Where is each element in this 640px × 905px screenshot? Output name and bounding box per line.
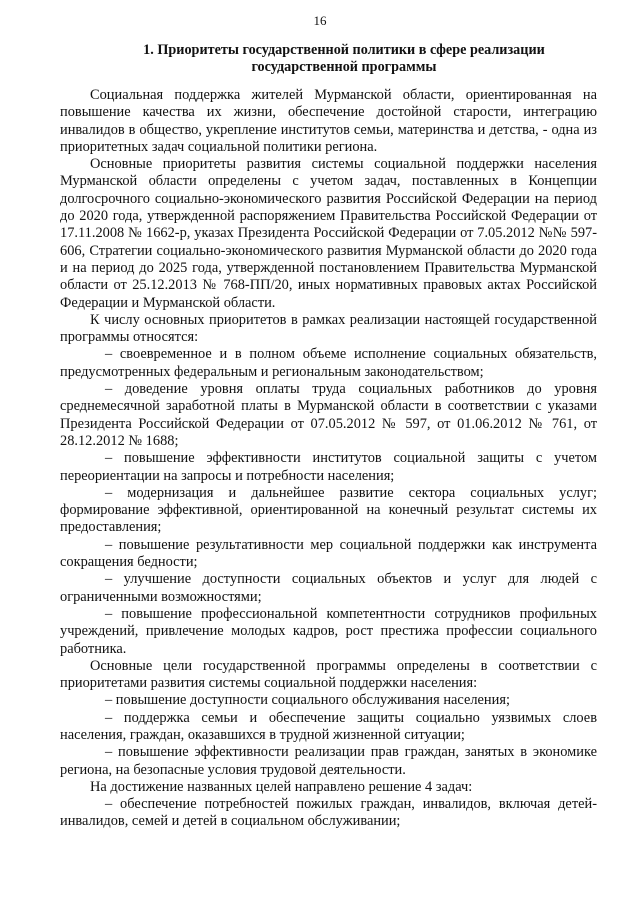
- list-item: – улучшение доступности социальных объектов и услуг для людей с ограниченными возможностями;: [60, 571, 597, 605]
- paragraph: К числу основных приоритетов в рамках реализации настоящей государственной программы относятся:: [60, 311, 597, 346]
- list-item: – обеспечение потребностей пожилых граждан, инвалидов, включая детей-инвалидов, семей и детей в социальном обслуживании;: [60, 796, 597, 830]
- list-item: – повышение профессиональной компетентности сотрудников профильных учреждений, привлечение молодых кадров, рост престижа профессии социального работника.: [60, 605, 597, 657]
- paragraph: Основные приоритеты развития системы социальной поддержки населения Мурманской области определены с учетом задач, поставленных в Концепции долгосрочного социально-экономического развития Российской Федерации на период до 2020 года, утвержденной распоряжением Правительства Российской Федерации от 17.11.2008 № 1662-р, указах Президента Российской Федерации от 7.05.2012 №№ 597-606, Стратегии социально-экономического развития Мурманской области до 2020 года и на период до 2025 года, утвержденной постановлением Правительства Мурманской области от 25.12.2013 № 768-ПП/20, иных нормативных правовых актах Российской Федерации и Мурманской области.: [60, 156, 597, 311]
- paragraph: Социальная поддержка жителей Мурманской области, ориентированная на повышение качества их жизни, обеспечение достойной старости, интеграцию инвалидов в общество, укрепление институтов семьи, материнства и детства, - одна из приоритетных задач социальной политики региона.: [60, 87, 597, 155]
- section-heading: 1. Приоритеты государственной политики в сфере реализации государственной программы: [143, 42, 545, 75]
- list-item: – повышение доступности социального обслуживания населения;: [105, 692, 510, 709]
- list-item: – своевременное и в полном объеме исполнение социальных обязательств, предусмотренных федеральным и региональным законодательством;: [60, 346, 597, 380]
- paragraph: На достижение названных целей направлено решение 4 задач:: [90, 778, 473, 795]
- paragraph: Основные цели государственной программы определены в соответствии с приоритетами развития системы социальной поддержки населения:: [60, 657, 597, 692]
- list-item: – модернизация и дальнейшее развитие сектора социальных услуг; формирование эффективной, ориентированной на конечный результат системы их предоставления;: [60, 484, 597, 536]
- list-item: – повышение результативности мер социальной поддержки как инструмента сокращения бедности;: [60, 536, 597, 571]
- list-item: – доведение уровня оплаты труда социальных работников до уровня среднемесячной заработной платы в Мурманской области в соответствии с указами Президента Российской Федерации от 07.05.2012 № 597, от 01.06.2012 № 761, от 28.12.2012 № 1688;: [60, 381, 597, 449]
- page-number: 16: [313, 13, 327, 28]
- list-item: – повышение эффективности реализации прав граждан, занятых в экономике региона, на безопасные условия трудовой деятельности.: [60, 744, 597, 778]
- list-item: – повышение эффективности институтов социальной защиты с учетом переориентации на запросы и потребности населения;: [60, 450, 597, 484]
- list-item: – поддержка семьи и обеспечение защиты социально уязвимых слоев населения, граждан, оказавшихся в трудной жизненной ситуации;: [60, 709, 597, 743]
- document-body: [60, 87, 597, 831]
